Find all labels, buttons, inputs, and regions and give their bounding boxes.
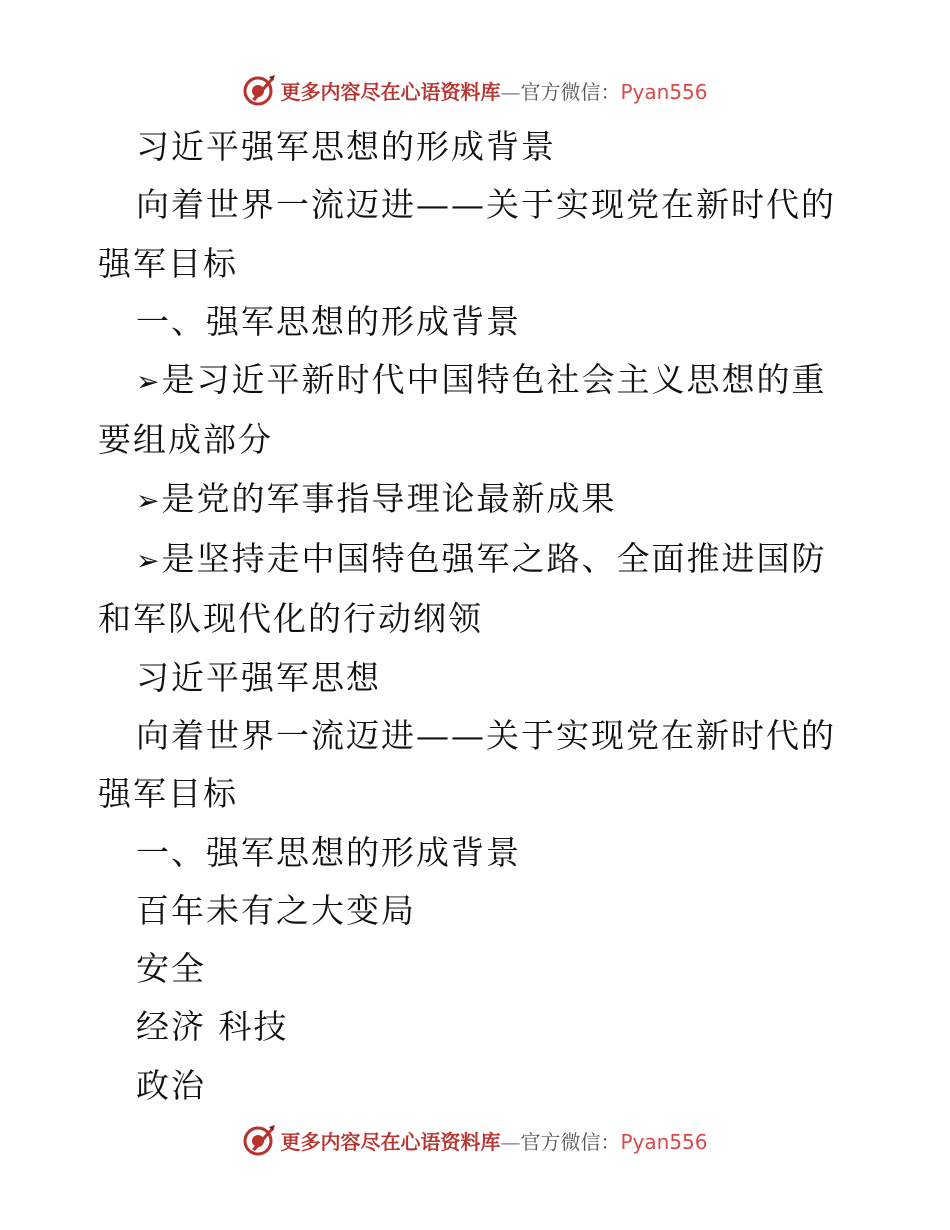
- arrow-bullet-icon: ➢: [136, 544, 160, 578]
- paragraph-text: 向着世界一流迈进——关于实现党在新时代的强军目标: [98, 715, 836, 814]
- paragraph-text: 是党的军事指导理论最新成果: [161, 478, 617, 518]
- paragraph-text: 是坚持走中国特色强军之路、全面推进国防和军队现代化的行动纲领: [98, 539, 827, 639]
- arrow-bullet-icon: ➢: [136, 365, 160, 399]
- paragraph: [98, 293, 858, 351]
- paragraph-text: 习近平强军思想的形成背景: [136, 127, 556, 166]
- paragraph-text: 一、强军思想的形成背景: [136, 832, 521, 872]
- banner-dash: —: [500, 79, 521, 104]
- paragraph: [98, 118, 858, 176]
- banner-text: [280, 76, 707, 105]
- paragraph-text: 向着世界一流迈进——关于实现党在新时代的强军目标: [98, 185, 836, 283]
- paragraph: [98, 940, 858, 998]
- quill-logo-icon: [242, 73, 276, 107]
- banner-wechat-label: 官方微信：: [520, 79, 621, 104]
- banner-wechat-id: Pyan556: [620, 79, 708, 104]
- paragraph: [98, 176, 858, 293]
- paragraph: [98, 1057, 858, 1115]
- document-body: [98, 118, 858, 1115]
- banner-site-text: 更多内容尽在心语资料库: [280, 1129, 501, 1154]
- bullet-paragraph: [98, 470, 858, 530]
- paragraph-text: 安全: [136, 949, 206, 989]
- footer-banner: [0, 1120, 950, 1160]
- paragraph: [98, 824, 858, 882]
- bullet-paragraph: [98, 530, 858, 649]
- arrow-bullet-icon: ➢: [136, 483, 160, 517]
- banner-dash: —: [500, 1129, 521, 1154]
- banner-wechat-id: Pyan556: [620, 1129, 708, 1154]
- paragraph: [98, 998, 858, 1056]
- banner-site-text: 更多内容尽在心语资料库: [280, 79, 501, 104]
- paragraph: [98, 707, 858, 824]
- paragraph-text: 习近平强军思想: [136, 657, 381, 697]
- paragraph-text: 百年未有之大变局: [136, 890, 416, 930]
- paragraph-text: 是习近平新时代中国特色社会主义思想的重要组成部分: [98, 360, 827, 460]
- banner-wechat-label: 官方微信：: [520, 1129, 621, 1154]
- paragraph-text: 经济 科技: [136, 1007, 289, 1047]
- paragraph: [98, 882, 858, 940]
- paragraph-text: 一、强军思想的形成背景: [136, 301, 521, 341]
- quill-logo-icon: [242, 1123, 276, 1157]
- banner-text: [280, 1126, 707, 1155]
- bullet-paragraph: [98, 351, 858, 470]
- paragraph-text: 政治: [136, 1065, 206, 1105]
- header-banner: [0, 70, 950, 110]
- paragraph: [98, 649, 858, 707]
